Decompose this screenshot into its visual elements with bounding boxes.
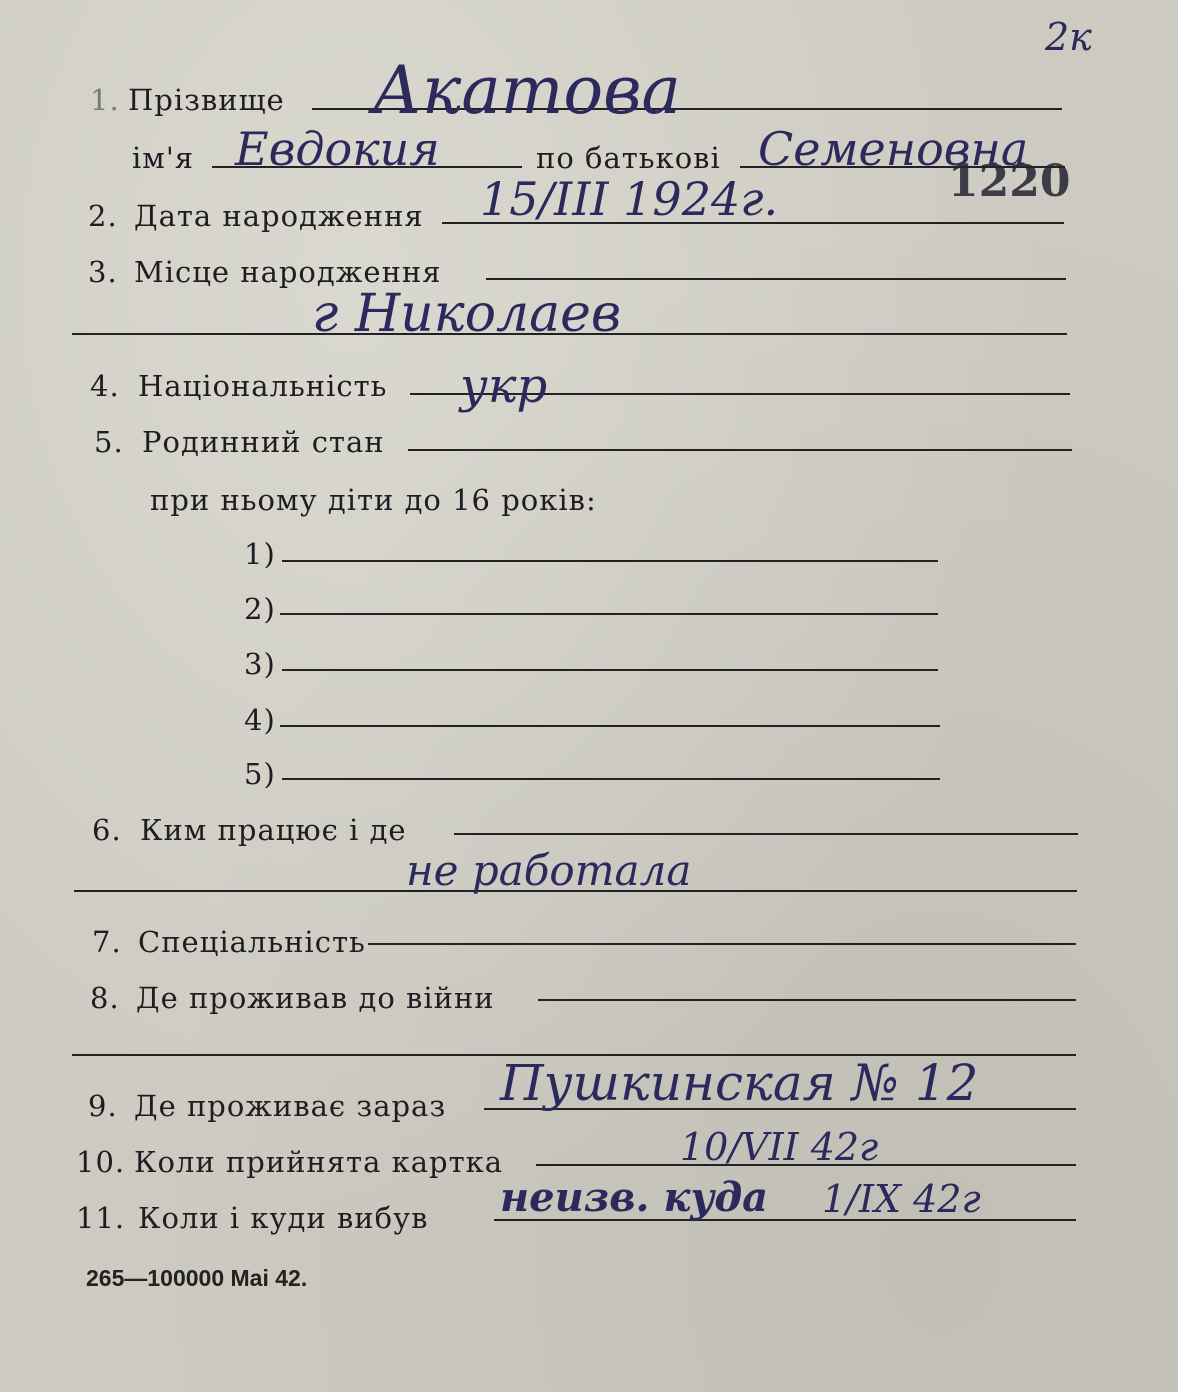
surname-value: Акатова xyxy=(372,52,681,129)
work-label: Ким працює і де xyxy=(140,813,407,847)
child-3-label: 3) xyxy=(244,647,276,681)
marital-line xyxy=(408,449,1072,451)
child-4-label: 4) xyxy=(244,703,276,737)
departure-date: 1/IX 42г xyxy=(822,1177,981,1221)
patronymic-label: по батькові xyxy=(536,141,721,175)
children-label: при ньому діти до 16 років: xyxy=(150,483,597,517)
nationality-label: Національність xyxy=(138,369,388,403)
departure-label: Коли і куди вибув xyxy=(138,1201,429,1235)
prewar-address-line xyxy=(538,999,1076,1001)
card-accepted-label: Коли прийнята картка xyxy=(134,1145,504,1179)
marital-label: Родинний стан xyxy=(142,425,385,459)
child-4-line xyxy=(280,725,940,727)
child-5-label: 5) xyxy=(244,757,276,791)
child-1-label: 1) xyxy=(244,537,276,571)
birth-date-number: 2. xyxy=(88,199,118,233)
birth-place-line xyxy=(486,278,1066,280)
child-2-line xyxy=(280,613,938,615)
name-value: Евдокия xyxy=(235,122,440,176)
child-2-label: 2) xyxy=(244,592,276,626)
departure-place: неизв. куда xyxy=(500,1174,769,1221)
birth-place-value: г Николаев xyxy=(312,284,622,344)
child-5-line xyxy=(282,778,940,780)
surname-label: Прізвище xyxy=(128,83,285,117)
side-number: 1220 xyxy=(948,156,1071,207)
corner-mark: 2к xyxy=(1045,15,1092,59)
work-value: не работала xyxy=(406,846,692,895)
nationality-number: 4. xyxy=(90,369,120,403)
prewar-address-label: Де проживав до війни xyxy=(136,981,495,1015)
patronymic-value: Семеновна xyxy=(758,122,1029,176)
specialty-label: Спеціальність xyxy=(138,925,366,959)
birth-date-value: 15/III 1924г. xyxy=(480,172,779,226)
current-address-value: Пушкинская № 12 xyxy=(500,1054,979,1112)
birth-place-number: 3. xyxy=(88,255,118,289)
card-accepted-value: 10/VII 42г xyxy=(680,1125,879,1169)
birth-date-label: Дата народження xyxy=(134,199,424,233)
specialty-number: 7. xyxy=(92,925,122,959)
child-1-line xyxy=(282,560,938,562)
card-accepted-number: 10. xyxy=(76,1145,126,1179)
work-number: 6. xyxy=(92,813,122,847)
name-label: ім'я xyxy=(132,141,195,175)
marital-number: 5. xyxy=(94,425,124,459)
current-address-label: Де проживає зараз xyxy=(134,1089,447,1123)
print-footer: 265—100000 Mai 42. xyxy=(86,1265,308,1291)
prewar-address-number: 8. xyxy=(90,981,120,1015)
birth-place-label: Місце народження xyxy=(134,255,442,289)
departure-number: 11. xyxy=(76,1201,126,1235)
specialty-line xyxy=(368,943,1076,945)
current-address-number: 9. xyxy=(88,1089,118,1123)
child-3-line xyxy=(282,669,938,671)
work-line xyxy=(454,833,1078,835)
nationality-value: укр xyxy=(460,358,548,414)
surname-number: 1. xyxy=(90,83,120,117)
